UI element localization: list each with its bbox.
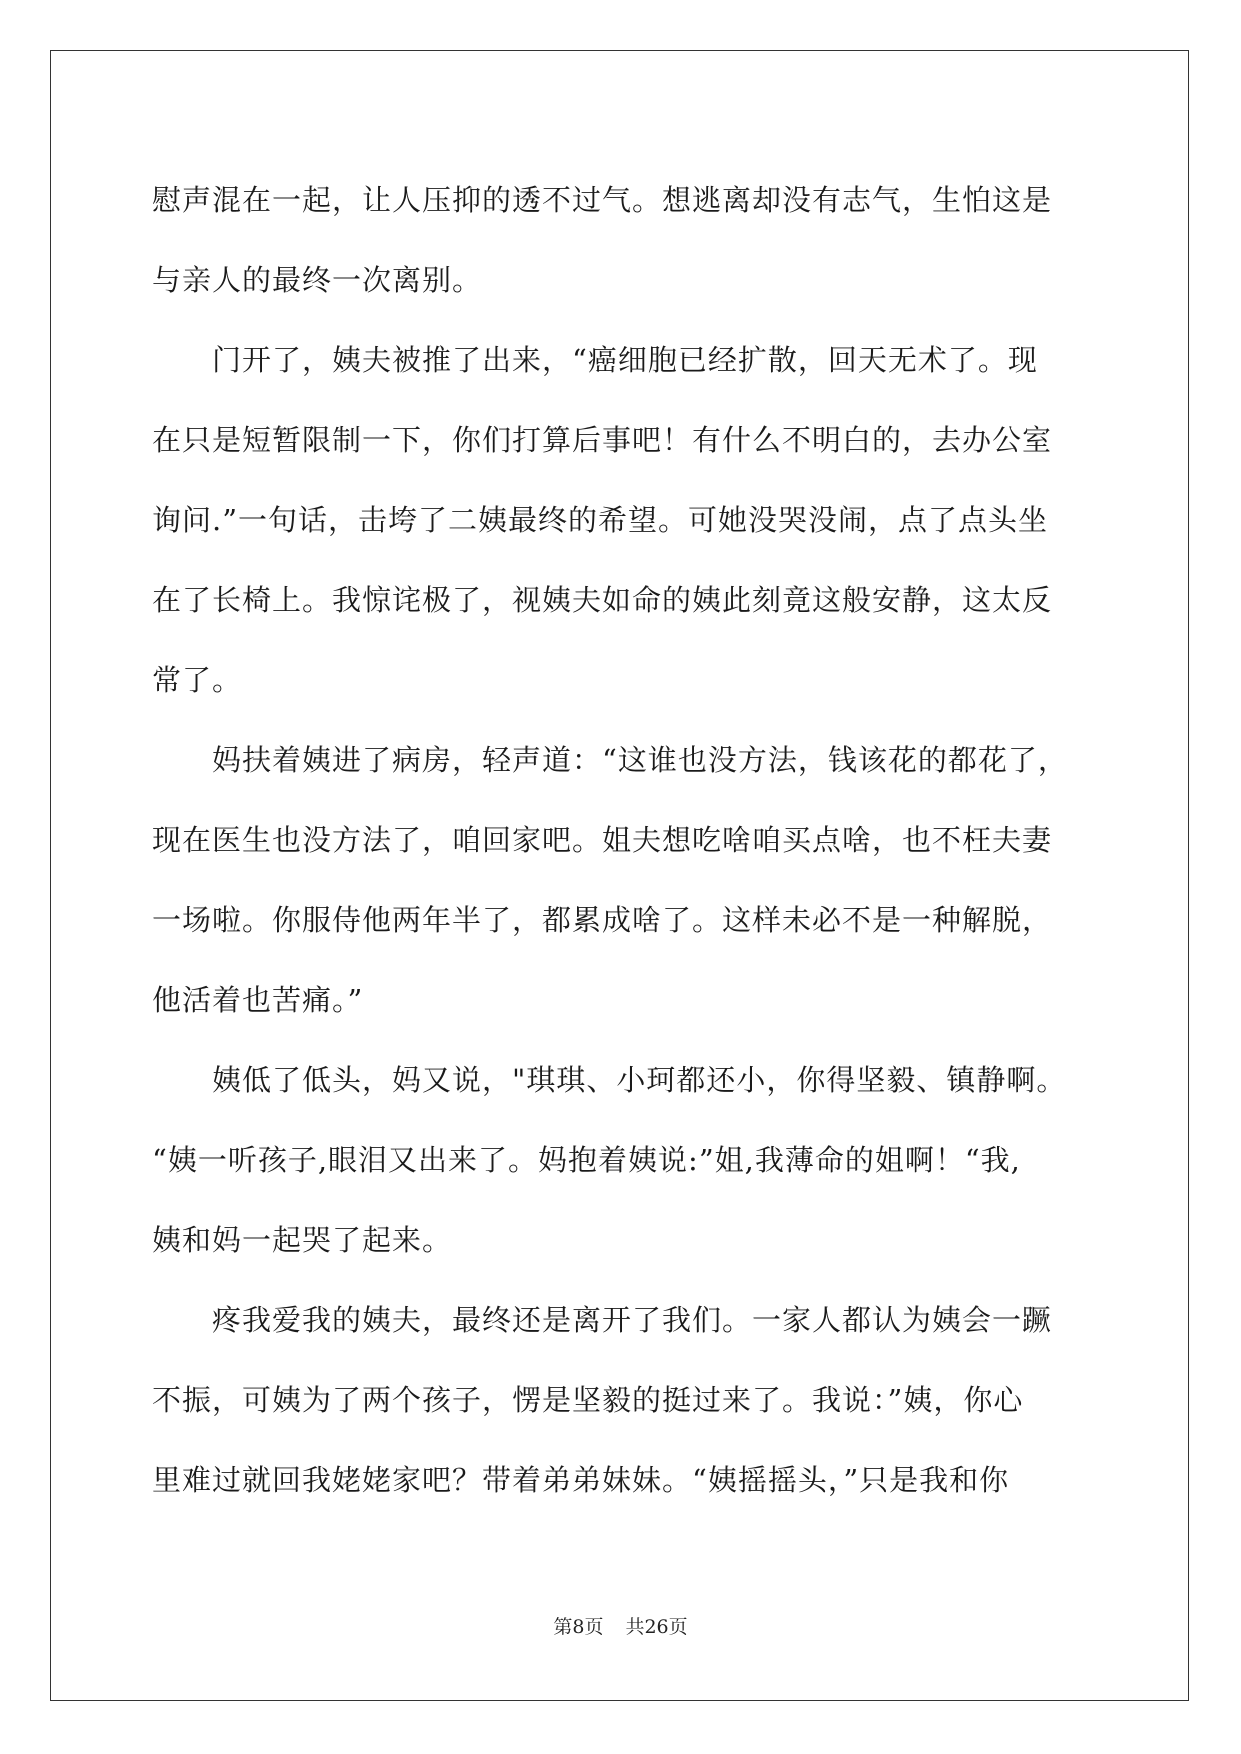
text-line: 姨和妈一起哭了起来。 [152, 1223, 453, 1257]
text-line: 与亲人的最终一次离别。 [152, 263, 483, 297]
page-total: 共26页 [625, 1616, 688, 1638]
text-line: 一场啦。你服侍他两年半了，都累成啥了。这样未必不是一种解脱， [152, 903, 1053, 937]
document-body [152, 160, 1092, 1520]
text-line: 不振，可姨为了两个孩子，愣是坚毅的挺过来了。我说：”姨，你心 [152, 1383, 1024, 1417]
text-line: 里难过就回我姥姥家吧？带着弟弟妹妹。“姨摇摇头，”只是我和你 [152, 1463, 1010, 1497]
text-line: 在只是短暂限制一下，你们打算后事吧！有什么不明白的，去办公室 [152, 423, 1053, 457]
text-line: 门开了，姨夫被推了出来，“癌细胞已经扩散，回天无术了。现 [152, 343, 1038, 377]
text-line: 询问.”一句话，击垮了二姨最终的希望。可她没哭没闹，点了点头坐 [152, 503, 1049, 537]
text-line: 姨低了低头，妈又说，"琪琪、小珂都还小，你得坚毅、镇静啊。 [152, 1063, 1067, 1097]
text-line: 妈扶着姨进了病房，轻声道：“这谁也没方法，钱该花的都花了， [152, 743, 1068, 777]
text-line: 常了。 [152, 663, 243, 697]
text-line: 他活着也苦痛。” [152, 983, 364, 1017]
page-footer [0, 1612, 1241, 1639]
text-line: 在了长椅上。我惊诧极了，视姨夫如命的姨此刻竟这般安静，这太反 [152, 583, 1053, 617]
text-line: 现在医生也没方法了，咱回家吧。姐夫想吃啥咱买点啥，也不枉夫妻 [152, 823, 1053, 857]
text-line: 疼我爱我的姨夫，最终还是离开了我们。一家人都认为姨会一蹶 [152, 1303, 1053, 1337]
page-number: 第8页 [553, 1616, 604, 1638]
text-line: “姨一听孩子,眼泪又出来了。妈抱着姨说:”姐,我薄命的姐啊！“我, [152, 1143, 1021, 1177]
text-line: 慰声混在一起，让人压抑的透不过气。想逃离却没有志气，生怕这是 [152, 183, 1053, 217]
